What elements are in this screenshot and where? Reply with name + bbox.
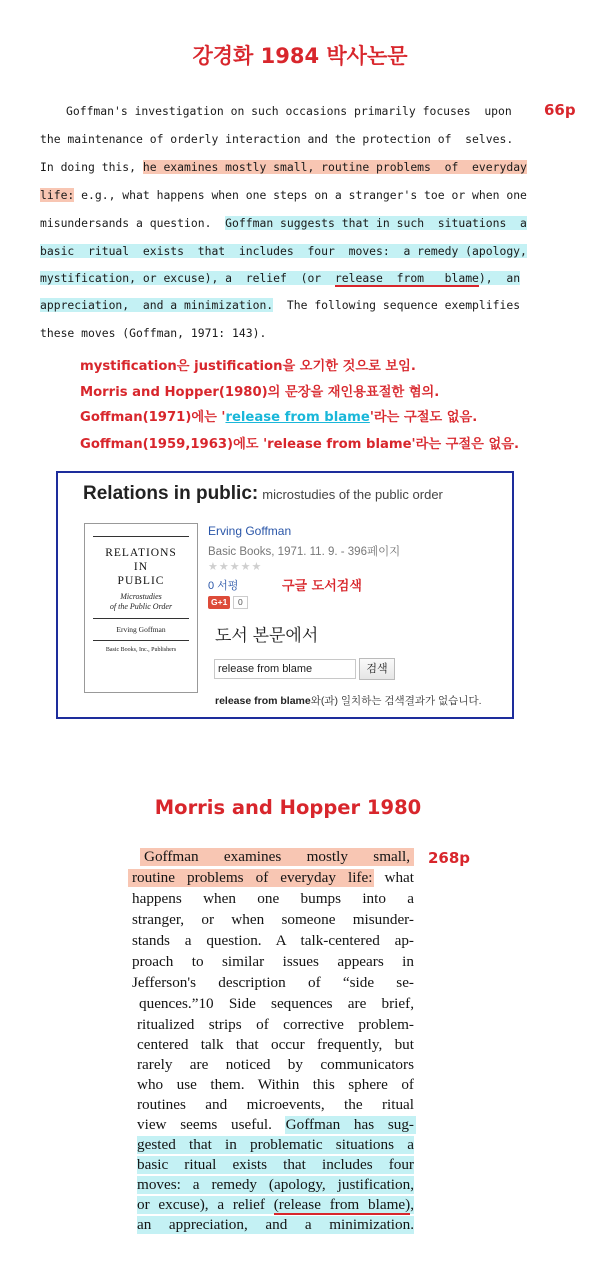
mh-line-6: proach to similar issues appears in [132, 953, 414, 970]
page-title: 강경화 1984 박사논문 [192, 44, 408, 68]
mh-line-1 [140, 848, 414, 866]
page-tag-268p: 268p [428, 849, 471, 867]
thesis-line-5 [40, 216, 527, 230]
thesis-text: The following sequence exemplifies [273, 298, 521, 312]
thesis-text: misundersands a question. [40, 216, 226, 230]
cover-subtitle-line: Microstudies [120, 592, 162, 601]
mh-line-4: stranger, or when someone misunder- [132, 911, 414, 928]
book-title [83, 483, 443, 505]
blue-highlight: an appreciation, and a minimization. [137, 1216, 414, 1233]
no-results-text: 와(과) 일치하는 검색결과가 없습니다. [310, 695, 482, 707]
note-plagiarism: Morris and Hopper(1980)의 문장을 재인용표절한 혐의. [80, 385, 440, 400]
cover-publisher: Basic Books, Inc., Publishers [105, 647, 177, 653]
thesis-line-7 [40, 271, 520, 285]
orange-highlight: Goffman examines mostly small, [140, 848, 414, 866]
thesis-line-3 [40, 160, 527, 174]
mh-line-16 [137, 1156, 414, 1174]
author-link[interactable]: Erving Goffman [208, 524, 292, 538]
mh-line-17 [137, 1176, 414, 1194]
thesis-text: In doing this, [40, 160, 143, 174]
mh-line-8: quences.”10 Side sequences are brief, [139, 995, 414, 1012]
mh-line-14 [137, 1116, 414, 1134]
cover-author: Erving Goffman [116, 625, 166, 634]
mh-line-11: rarely are noticed by communicators [137, 1056, 414, 1073]
search-button[interactable]: 검색 [359, 658, 395, 680]
search-result-message [215, 693, 482, 708]
thesis-line-1: Goffman's investigation on such occasions primarily focuses upon [66, 104, 512, 118]
book-subtitle: microstudies of the public order [262, 487, 443, 502]
blue-highlight: or excuse), a relief (release from blame), [137, 1196, 414, 1213]
blue-highlight: moves: a remedy (apology, justification, [137, 1176, 414, 1193]
thesis-line-6 [40, 244, 527, 258]
thesis-line-2: the maintenance of orderly interaction and the protection of selves. [40, 132, 514, 146]
thesis-line-9: these moves (Goffman, 1971: 143). [40, 326, 267, 340]
google-book-search-annotation: 구글 도서검색 [282, 579, 362, 594]
note-text: '라는 구절도 없음. [369, 410, 478, 425]
note-goffman-1959-1963: Goffman(1959,1963)에도 'release from blame'라는 구절은 없음. [80, 437, 519, 452]
blue-highlight: appreciation, and a minimization. [40, 298, 274, 312]
book-cover-image[interactable] [84, 523, 198, 693]
reviews-link[interactable]: 0 서평 [208, 580, 239, 592]
mh-line-19 [137, 1216, 414, 1234]
thesis-line-8 [40, 298, 520, 312]
note-goffman-1971 [80, 406, 477, 425]
search-in-book-heading: 도서 본문에서 [215, 626, 319, 645]
rating-stars[interactable]: ★★★★★ [208, 561, 263, 573]
blue-highlight: ), an [478, 271, 521, 285]
blue-highlight: basic ritual exists that includes four [137, 1156, 414, 1173]
release-from-blame-underlined: release from blame [334, 271, 479, 285]
release-from-blame-cyan: release from blame [225, 410, 370, 425]
book-meta: Basic Books, 1971. 11. 9. - 396페이지 [208, 546, 401, 558]
cover-rule [93, 640, 189, 641]
gplus-count: 0 [233, 596, 248, 609]
cover-subtitle-line: of the Public Order [109, 602, 173, 611]
cover-title [93, 546, 189, 588]
mh-line-10: centered talk that occur frequently, but [137, 1036, 414, 1053]
mh-line-3: happens when one bumps into a [132, 890, 414, 907]
blue-highlight: basic ritual exists that includes four moves: a remedy (apology, [40, 244, 527, 258]
mh-line-9: ritualized strips of corrective problem- [137, 1016, 414, 1033]
page-tag-66p: 66p [544, 101, 576, 119]
mh-line-2 [132, 869, 414, 887]
cover-title-line: IN [133, 561, 149, 573]
google-books-panel [56, 471, 514, 719]
cover-subtitle [93, 592, 189, 612]
mh-line-13: routines and microevents, the ritual [137, 1096, 414, 1113]
blue-highlight: gested that in problematic situations a [137, 1136, 414, 1153]
mh-line-12: who use them. Within this sphere of [137, 1076, 414, 1093]
cover-rule [93, 618, 189, 619]
thesis-text: e.g., what happens when one steps on a stranger's toe or when one [74, 188, 527, 202]
orange-highlight: life: [40, 188, 75, 202]
mh-line-15 [137, 1136, 414, 1154]
gplus-button[interactable]: G+1 [208, 596, 230, 609]
blue-highlight: Goffman suggests that in such situations a [225, 216, 527, 230]
blue-highlight: mystification, or excuse), a relief (or [40, 271, 335, 285]
search-term: release from blame [215, 695, 311, 707]
orange-highlight: he examines mostly small, routine problems of everyday [142, 160, 527, 174]
mh-line-5: stands a question. A talk-centered ap- [132, 932, 414, 949]
mh-text: view seems useful. Goffman has sug- [137, 1116, 414, 1133]
note-text: Goffman(1971)에는 ' [80, 410, 226, 425]
cover-title-line: RELATIONS [105, 547, 177, 559]
thesis-line-4 [40, 188, 527, 202]
search-input[interactable]: release from blame [214, 659, 356, 679]
section-title-morris-hopper: Morris and Hopper 1980 [154, 796, 422, 819]
cover-title-line: PUBLIC [117, 575, 165, 587]
note-mystification: mystification은 justification을 오기한 것으로 보임. [80, 359, 416, 374]
mh-line-18 [137, 1196, 414, 1214]
mh-text: routine problems of everyday life: what [132, 869, 414, 886]
mh-line-7: Jefferson's description of “side se- [132, 974, 414, 991]
book-title-main: Relations in public: [83, 483, 259, 504]
release-from-blame-underline [274, 1213, 410, 1215]
